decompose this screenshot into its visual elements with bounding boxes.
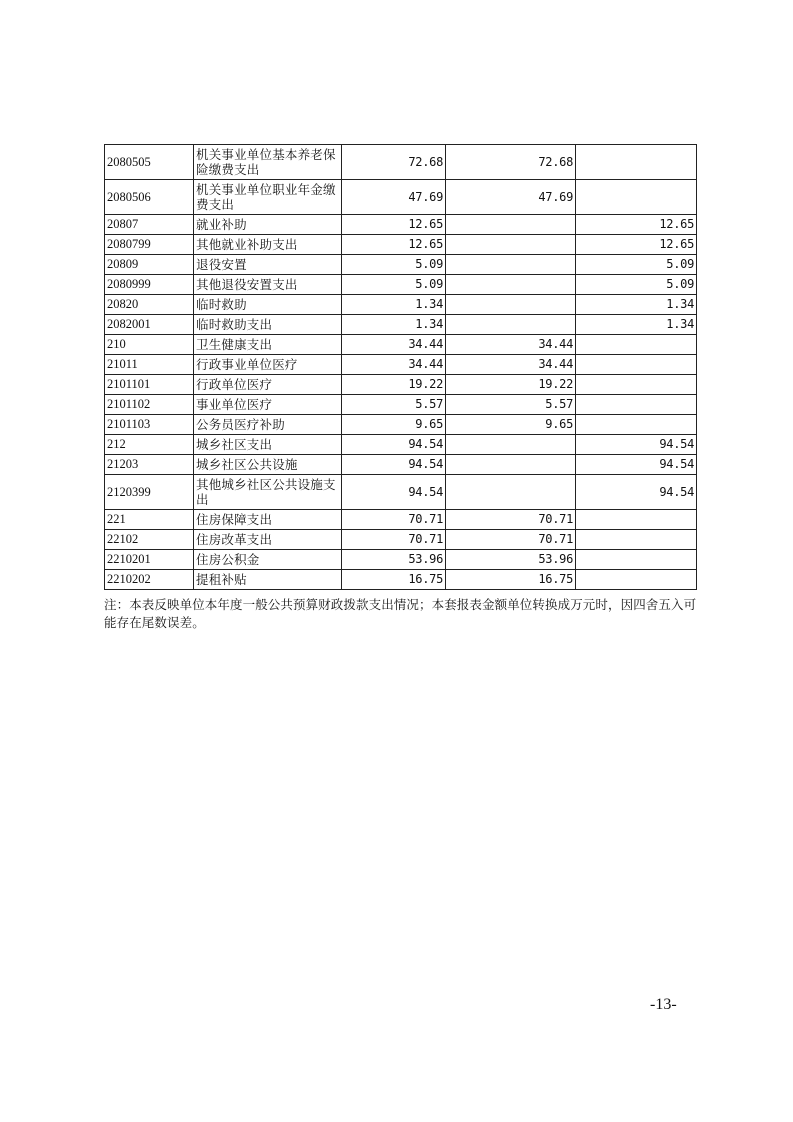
total-amount-cell: 94.54 — [342, 455, 446, 475]
subject-name-cell: 行政单位医疗 — [194, 375, 342, 395]
project-expenditure-cell — [576, 395, 697, 415]
project-expenditure-cell — [576, 375, 697, 395]
project-expenditure-cell: 1.34 — [576, 315, 697, 335]
project-expenditure-cell — [576, 335, 697, 355]
subject-code-cell: 2080999 — [105, 275, 194, 295]
table-row — [105, 215, 697, 235]
total-amount-cell: 1.34 — [342, 315, 446, 335]
total-amount-cell: 94.54 — [342, 475, 446, 510]
project-expenditure-cell: 94.54 — [576, 435, 697, 455]
project-expenditure-cell: 5.09 — [576, 275, 697, 295]
table-row — [105, 530, 697, 550]
basic-expenditure-cell — [446, 475, 576, 510]
project-expenditure-cell: 12.65 — [576, 235, 697, 255]
subject-code-cell: 2080799 — [105, 235, 194, 255]
subject-code-cell: 2101102 — [105, 395, 194, 415]
basic-expenditure-cell: 34.44 — [446, 335, 576, 355]
table-row — [105, 435, 697, 455]
subject-name-cell: 机关事业单位基本养老保险缴费支出 — [194, 145, 342, 180]
basic-expenditure-cell: 9.65 — [446, 415, 576, 435]
table-row — [105, 475, 697, 510]
basic-expenditure-cell — [446, 455, 576, 475]
table-row — [105, 455, 697, 475]
subject-name-cell: 退役安置 — [194, 255, 342, 275]
total-amount-cell: 47.69 — [342, 180, 446, 215]
project-expenditure-cell — [576, 550, 697, 570]
subject-name-cell: 住房保障支出 — [194, 510, 342, 530]
total-amount-cell: 94.54 — [342, 435, 446, 455]
basic-expenditure-cell — [446, 235, 576, 255]
subject-code-cell: 21203 — [105, 455, 194, 475]
project-expenditure-cell — [576, 530, 697, 550]
subject-code-cell: 212 — [105, 435, 194, 455]
total-amount-cell: 5.09 — [342, 275, 446, 295]
subject-code-cell: 20807 — [105, 215, 194, 235]
subject-name-cell: 临时救助 — [194, 295, 342, 315]
basic-expenditure-cell: 70.71 — [446, 510, 576, 530]
subject-code-cell: 20820 — [105, 295, 194, 315]
subject-name-cell: 事业单位医疗 — [194, 395, 342, 415]
table-row — [105, 550, 697, 570]
subject-code-cell: 2210202 — [105, 570, 194, 590]
subject-name-cell: 其他城乡社区公共设施支出 — [194, 475, 342, 510]
basic-expenditure-cell — [446, 215, 576, 235]
basic-expenditure-cell — [446, 315, 576, 335]
table-row — [105, 510, 697, 530]
table-row — [105, 395, 697, 415]
table-row — [105, 275, 697, 295]
basic-expenditure-cell: 72.68 — [446, 145, 576, 180]
total-amount-cell: 16.75 — [342, 570, 446, 590]
subject-name-cell: 临时救助支出 — [194, 315, 342, 335]
page-number: -13- — [650, 996, 677, 1013]
table-row — [105, 255, 697, 275]
basic-expenditure-cell: 70.71 — [446, 530, 576, 550]
project-expenditure-cell: 12.65 — [576, 215, 697, 235]
table-row — [105, 570, 697, 590]
total-amount-cell: 72.68 — [342, 145, 446, 180]
basic-expenditure-cell — [446, 255, 576, 275]
subject-code-cell: 210 — [105, 335, 194, 355]
subject-name-cell: 就业补助 — [194, 215, 342, 235]
subject-code-cell: 22102 — [105, 530, 194, 550]
table-row — [105, 375, 697, 395]
subject-name-cell: 公务员医疗补助 — [194, 415, 342, 435]
subject-code-cell: 221 — [105, 510, 194, 530]
budget-table-body — [105, 145, 697, 590]
total-amount-cell: 19.22 — [342, 375, 446, 395]
project-expenditure-cell — [576, 510, 697, 530]
subject-code-cell: 2080506 — [105, 180, 194, 215]
table-row — [105, 335, 697, 355]
basic-expenditure-cell: 34.44 — [446, 355, 576, 375]
table-row — [105, 145, 697, 180]
total-amount-cell: 5.09 — [342, 255, 446, 275]
budget-table — [104, 144, 697, 590]
table-row — [105, 315, 697, 335]
subject-name-cell: 卫生健康支出 — [194, 335, 342, 355]
project-expenditure-cell: 94.54 — [576, 475, 697, 510]
subject-code-cell: 2101101 — [105, 375, 194, 395]
subject-code-cell: 2080505 — [105, 145, 194, 180]
total-amount-cell: 34.44 — [342, 335, 446, 355]
project-expenditure-cell — [576, 570, 697, 590]
project-expenditure-cell — [576, 415, 697, 435]
project-expenditure-cell — [576, 180, 697, 215]
basic-expenditure-cell: 5.57 — [446, 395, 576, 415]
subject-name-cell: 住房公积金 — [194, 550, 342, 570]
total-amount-cell: 9.65 — [342, 415, 446, 435]
total-amount-cell: 12.65 — [342, 235, 446, 255]
basic-expenditure-cell: 19.22 — [446, 375, 576, 395]
basic-expenditure-cell: 53.96 — [446, 550, 576, 570]
subject-code-cell: 2101103 — [105, 415, 194, 435]
subject-code-cell: 2210201 — [105, 550, 194, 570]
table-row — [105, 295, 697, 315]
total-amount-cell: 70.71 — [342, 530, 446, 550]
subject-name-cell: 行政事业单位医疗 — [194, 355, 342, 375]
total-amount-cell: 12.65 — [342, 215, 446, 235]
basic-expenditure-cell: 16.75 — [446, 570, 576, 590]
subject-name-cell: 城乡社区支出 — [194, 435, 342, 455]
subject-code-cell: 21011 — [105, 355, 194, 375]
basic-expenditure-cell — [446, 435, 576, 455]
project-expenditure-cell — [576, 355, 697, 375]
table-row — [105, 415, 697, 435]
project-expenditure-cell: 94.54 — [576, 455, 697, 475]
project-expenditure-cell: 5.09 — [576, 255, 697, 275]
subject-name-cell: 其他就业补助支出 — [194, 235, 342, 255]
table-row — [105, 235, 697, 255]
table-row — [105, 355, 697, 375]
table-row — [105, 180, 697, 215]
subject-code-cell: 20809 — [105, 255, 194, 275]
project-expenditure-cell — [576, 145, 697, 180]
subject-name-cell: 机关事业单位职业年金缴费支出 — [194, 180, 342, 215]
total-amount-cell: 70.71 — [342, 510, 446, 530]
total-amount-cell: 53.96 — [342, 550, 446, 570]
total-amount-cell: 1.34 — [342, 295, 446, 315]
subject-code-cell: 2082001 — [105, 315, 194, 335]
table-footnote: 注：本表反映单位本年度一般公共预算财政拨款支出情况；本套报表金额单位转换成万元时，因四舍五入可能存在尾数误差。 — [104, 597, 697, 630]
project-expenditure-cell: 1.34 — [576, 295, 697, 315]
basic-expenditure-cell — [446, 275, 576, 295]
subject-name-cell: 城乡社区公共设施 — [194, 455, 342, 475]
total-amount-cell: 34.44 — [342, 355, 446, 375]
total-amount-cell: 5.57 — [342, 395, 446, 415]
basic-expenditure-cell — [446, 295, 576, 315]
subject-code-cell: 2120399 — [105, 475, 194, 510]
subject-name-cell: 住房改革支出 — [194, 530, 342, 550]
basic-expenditure-cell: 47.69 — [446, 180, 576, 215]
subject-name-cell: 提租补贴 — [194, 570, 342, 590]
subject-name-cell: 其他退役安置支出 — [194, 275, 342, 295]
